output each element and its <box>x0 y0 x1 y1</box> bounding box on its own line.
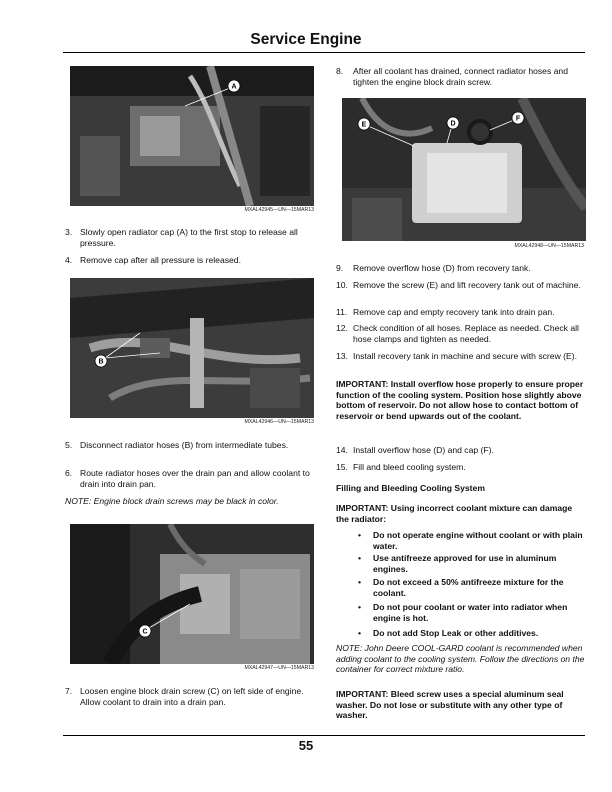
step-number: 7. <box>65 686 73 696</box>
note-drain-screws: NOTE: Engine block drain screws may be black in color. <box>65 496 279 506</box>
important-overflow-hose: IMPORTANT: Install overflow hose properly to ensure proper function of the cooling system. Position hose slightly above bottom of reservoir. Do not allow hose to contact bottom of reservoir or bend upwards out of the coolant. <box>336 379 584 421</box>
radiator-hoses-photo <box>70 278 314 418</box>
page-number: 55 <box>298 738 314 753</box>
note-cool-gard: NOTE: John Deere COOL-GARD coolant is recommended when adding coolant to the cooling system. Follow the directions on the container for correct mixture ratio. <box>336 643 585 674</box>
radiator-cap-photo <box>70 66 314 206</box>
step-text: Fill and bleed cooling system. <box>353 462 466 472</box>
step-text: Slowly open radiator cap (A) to the first stop to release all pressure. <box>80 227 298 248</box>
photo1-caption: MXAL42945—UN—15MAR13 <box>244 207 314 213</box>
photo2-caption: MXAL42946—UN—15MAR13 <box>244 419 314 425</box>
step-text: Remove cap after all pressure is released. <box>80 255 241 265</box>
callout-b: B <box>98 358 104 366</box>
step-text: Remove overflow hose (D) from recovery tank. <box>353 263 531 273</box>
step-text: Install overflow hose (D) and cap (F). <box>353 445 494 455</box>
step-number: 12. <box>336 323 348 333</box>
callout-c: C <box>142 628 148 636</box>
step-number: 11. <box>336 307 348 317</box>
step-text: Route radiator hoses over the drain pan and allow coolant to drain into drain pan. <box>80 468 310 489</box>
step-text: Disconnect radiator hoses (B) from intermediate tubes. <box>80 440 289 450</box>
recovery-tank-photo <box>342 98 586 241</box>
step-number: 10. <box>336 280 348 290</box>
drain-screw-photo <box>70 524 314 664</box>
step-number: 8. <box>336 66 344 76</box>
step-number: 9. <box>336 263 344 273</box>
step-text: Remove cap and empty recovery tank into drain pan. <box>353 307 555 317</box>
callout-f: F <box>515 115 521 123</box>
step-number: 13. <box>336 351 348 361</box>
important-coolant-mixture: IMPORTANT: Using incorrect coolant mixture can damage the radiator: <box>336 503 573 524</box>
step-text: After all coolant has drained, connect radiator hoses and tighten the engine block drain screw. <box>353 66 568 87</box>
step-text: Remove the screw (E) and lift recovery tank out of machine. <box>353 280 581 290</box>
photo3-caption: MXAL42947—UN—15MAR13 <box>244 665 314 671</box>
step-number: 4. <box>65 255 73 265</box>
step-number: 3. <box>65 227 73 237</box>
callout-e: E <box>361 121 367 129</box>
section-heading: Filling and Bleeding Cooling System <box>336 483 485 493</box>
step-number: 6. <box>65 468 73 478</box>
important-bleed-screw: IMPORTANT: Bleed screw uses a special aluminum seal washer. Do not lose or substitute with any other type of washer. <box>336 689 564 720</box>
photo4-caption: MXAL42948—UN—15MAR13 <box>514 243 584 249</box>
callout-a: A <box>231 83 237 91</box>
step-number: 15. <box>336 462 348 472</box>
bottom-rule <box>63 735 585 736</box>
step-number: 14. <box>336 445 348 455</box>
step-number: 5. <box>65 440 73 450</box>
step-text: Check condition of all hoses. Replace as needed. Check all hose clamps and tighten as needed. <box>353 323 579 344</box>
page-title: Service Engine <box>250 31 362 48</box>
step-text: Install recovery tank in machine and secure with screw (E). <box>353 351 578 361</box>
callout-d: D <box>450 120 456 128</box>
top-rule <box>63 52 585 53</box>
step-text: Loosen engine block drain screw (C) on left side of engine. Allow coolant to drain into a drain pan. <box>80 686 304 707</box>
